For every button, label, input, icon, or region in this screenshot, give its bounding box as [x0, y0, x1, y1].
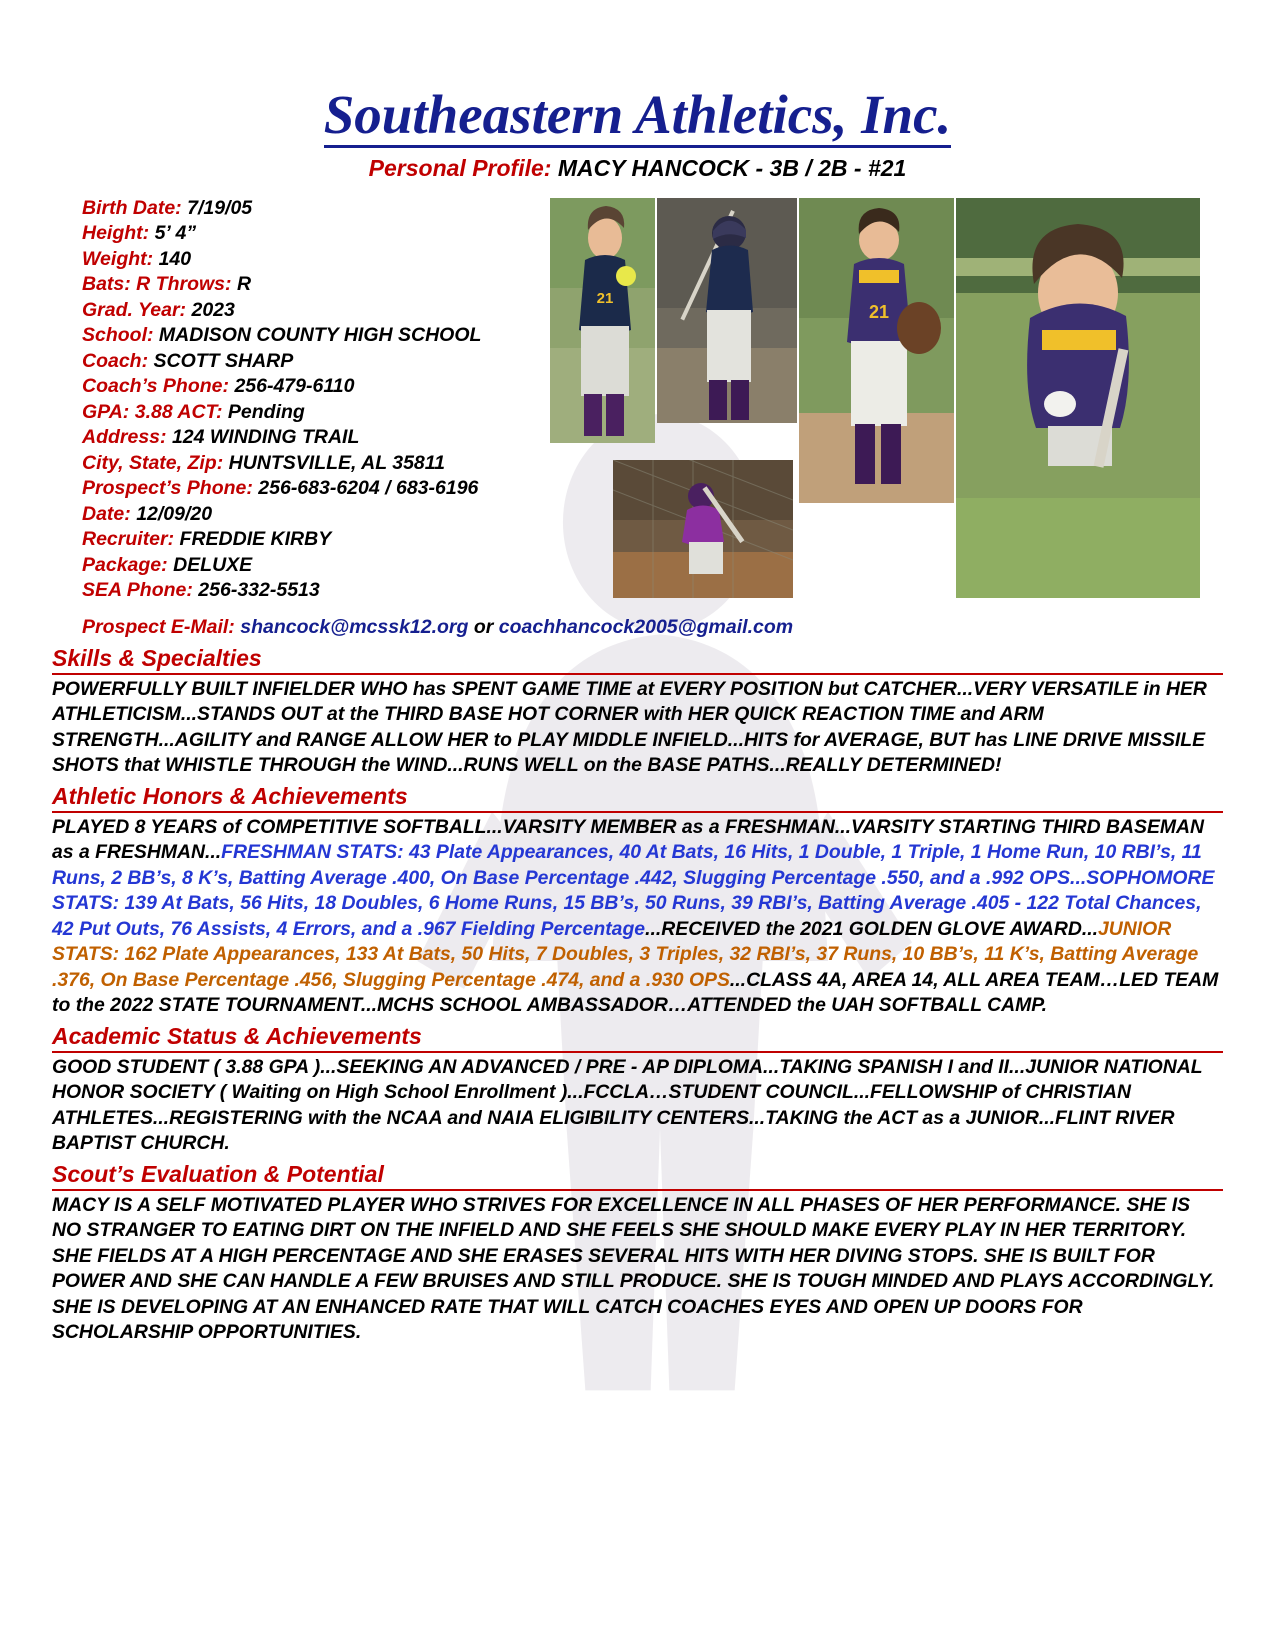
academic-heading: Academic Status & Achievements: [52, 1022, 422, 1049]
academic-text: GOOD STUDENT ( 3.88 GPA )...SEEKING AN ADVANCED / PRE - AP DIPLOMA...TAKING SPANISH I and II...JUNIOR NATIONAL HONOR SOCIETY ( Waiting on High School Enrollment )...FCCLA…STUDENT COUNCIL...FELLOWSHIP of CHRISTIAN ATHLETES...REGISTERING with the NCAA and NAIA ELIGIBILITY CENTERS...TAKING the ACT as a JUNIOR...FLINT RIVER BAPTIST CHURCH.: [52, 1055, 1203, 1155]
info-and-photos: [0, 196, 1275, 641]
athletic-part1: PLAYED 8 YEARS of COMPETITIVE SOFTBALL...VARSITY MEMBER as a FRESHMAN...VARSITY STARTING THIRD BASEMAN as a FRESHMAN...: [52, 815, 1205, 864]
sophomore-stats: SOPHOMORE STATS: 139 At Bats, 56 Hits, 18 Doubles, 6 Home Runs, 15 BB’s, 50 Runs, 39 RBI’s, Batting Average .405 - 122 Total Chances, 42 Put Outs, 76 Assists, 4 Errors, and a .967 Fielding Percentage: [52, 866, 1215, 940]
email-link-primary[interactable]: shancock@mcssk12.org: [240, 615, 469, 638]
info-label: GPA: 3.88 ACT:: [82, 400, 223, 423]
info-value: FREDDIE KIRBY: [179, 528, 332, 551]
info-value: 7/19/05: [187, 196, 253, 219]
scout-divider: [52, 1189, 1223, 1191]
info-value: 256-479-6110: [234, 375, 355, 398]
info-label: Recruiter:: [82, 528, 175, 551]
info-value: 256-683-6204 / 683-6196: [258, 477, 479, 500]
photo-portrait-bat: [956, 198, 1200, 598]
scout-text: MACY IS A SELF MOTIVATED PLAYER WHO STRIVES FOR EXCELLENCE IN ALL PHASES OF HER PERFORMANCE. SHE IS NO STRANGER TO EATING DIRT ON THE INFIELD AND SHE FEELS SHE SHOULD MAKE EVERY PLAY IN HER TERRITORY. SHE FIELDS AT A HIGH PERCENTAGE AND SHE ERASES SEVERAL HITS WITH HER DIVING STOPS. SHE IS BUILT FOR POWER AND SHE CAN HANDLE A FEW BRUISES AND STILL PRODUCE. SHE IS TOUGH MINDED AND PLAYS ACCORDINGLY. SHE IS DEVELOPING AT AN ENHANCED RATE THAT WILL CATCH COACHES EYES AND OPEN UP DOORS FOR SCHOLARSHIP OPPORTUNITIES.: [52, 1193, 1215, 1344]
masthead: [0, 0, 1275, 148]
svg-text:21: 21: [868, 301, 890, 322]
athletic-divider: [52, 811, 1223, 813]
svg-text:21: 21: [596, 289, 614, 307]
photo-collage: [550, 198, 1200, 598]
profile-subtitle: [0, 155, 1275, 182]
info-label: Weight:: [82, 247, 154, 270]
info-label: School:: [82, 324, 154, 347]
info-label: Coach:: [82, 349, 149, 372]
photo-batting-stance: [550, 198, 655, 443]
academic-divider: [52, 1051, 1223, 1053]
info-value: HUNTSVILLE, AL 35811: [228, 451, 446, 474]
info-value: 124 WINDING TRAIL: [171, 426, 360, 449]
info-label: Prospect’s Phone:: [82, 477, 253, 500]
info-value: 256-332-5513: [198, 579, 320, 602]
email-separator: or: [473, 615, 494, 638]
info-value: MADISON COUNTY HIGH SCHOOL: [158, 324, 482, 347]
freshman-stats: FRESHMAN STATS: 43 Plate Appearances, 40 At Bats, 16 Hits, 1 Double, 1 Triple, 1 Home Run, 10 RBI’s, 11 Runs, 2 BB’s, 8 K’s, Batting Average .400, On Base Percentage .442, Slugging Percentage .550, and a .992 OPS...: [52, 841, 1202, 889]
info-label: Grad. Year:: [82, 298, 187, 321]
photo-hitting-cage: [613, 460, 793, 598]
info-label: Birth Date:: [82, 196, 182, 219]
profile-label: Personal Profile:: [368, 154, 552, 181]
section-athletic: [0, 783, 1275, 1019]
info-value: R: [236, 273, 252, 296]
scout-heading: Scout’s Evaluation & Potential: [52, 1160, 384, 1187]
info-value: 2023: [191, 298, 235, 321]
skills-text: POWERFULLY BUILT INFIELDER WHO has SPENT GAME TIME at EVERY POSITION but CATCHER...VERY VERSATILE in HER ATHLETICISM...STANDS OUT at the THIRD BASE HOT CORNER with HER QUICK REACTION TIME and ARM STRENGTH...AGILITY and RANGE ALLOW HER to PLAY MIDDLE INFIELD...HITS for AVERAGE, BUT has LINE DRIVE MISSILE SHOTS that WHISTLE THROUGH the WIND...RUNS WELL on the BASE PATHS...REALLY DETERMINED!: [52, 677, 1207, 777]
info-value: Pending: [227, 400, 305, 423]
athletic-heading: Athletic Honors & Achievements: [52, 782, 408, 809]
info-value: 12/09/20: [136, 502, 213, 525]
info-label: SEA Phone:: [82, 579, 193, 602]
info-value: 5’ 4”: [154, 222, 197, 245]
section-skills: [0, 645, 1275, 779]
info-label: Address:: [82, 426, 167, 449]
skills-divider: [52, 673, 1223, 675]
photo-fielding-glove: [799, 198, 954, 503]
info-value: DELUXE: [173, 553, 253, 576]
info-label: Bats: R Throws:: [82, 273, 232, 296]
profile-value: MACY HANCOCK - 3B / 2B - #21: [557, 154, 907, 181]
photo-at-bat-swing: [657, 198, 797, 423]
athletic-part3: ...CLASS 4A, AREA 14, ALL AREA TEAM…LED TEAM to the 2022 STATE TOURNAMENT...MCHS SCHOOL AMBASSADOR…ATTENDED the UAH SOFTBALL CAMP.: [52, 968, 1219, 1017]
section-scout: [0, 1161, 1275, 1346]
company-title: Southeastern Athletics, Inc.: [324, 86, 952, 148]
junior-stats: JUNIOR STATS: 162 Plate Appearances, 133 At Bats, 50 Hits, 7 Doubles, 3 Triples, 32 RBI’s, 37 Runs, 10 BB’s, 11 K’s, Batting Average .376, On Base Percentage .456, Slugging Percentage .474, and a .930 OPS: [52, 917, 1199, 991]
info-value: 140: [158, 247, 192, 270]
info-value: SCOTT SHARP: [153, 349, 294, 372]
info-label: Height:: [82, 222, 150, 245]
section-academic: [0, 1023, 1275, 1157]
email-link-secondary[interactable]: coachhancock2005@gmail.com: [498, 615, 794, 638]
athletic-part2: ...RECEIVED the 2021 GOLDEN GLOVE AWARD...: [645, 917, 1098, 940]
athletic-text: [52, 815, 1223, 1019]
prospect-email-row: [82, 616, 793, 639]
skills-heading: Skills & Specialties: [52, 644, 262, 671]
info-label: City, State, Zip:: [82, 451, 224, 474]
info-label: Package:: [82, 553, 168, 576]
info-label: Coach’s Phone:: [82, 375, 230, 398]
info-label: Date:: [82, 502, 131, 525]
email-label: Prospect E-Mail:: [82, 615, 235, 638]
